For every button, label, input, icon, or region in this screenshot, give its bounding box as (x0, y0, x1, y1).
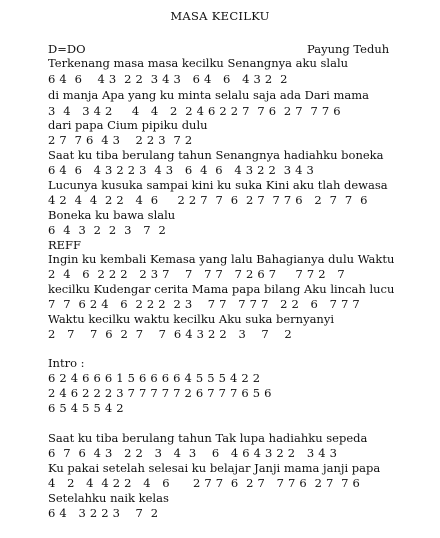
section-label: REFF (48, 238, 82, 252)
lyric-line: Lucunya kusuka sampai kini ku suka Kini aku tlah dewasa (48, 178, 388, 192)
lyric-line: Setelahku naik kelas (48, 491, 169, 505)
lyric-line: Saat ku tiba berulang tahun Tak lupa hadiahku sepeda (48, 431, 368, 445)
notation-line: 3 4 3 4 2 4 4 2 2 4 6 2 2 7 7 6 2 7 7 7 6 (48, 104, 341, 118)
lyric-line: Waktu kecilku waktu kecilku Aku suka bernyanyi (48, 312, 335, 326)
lyric-line: Ku pakai setelah selesai ku belajar Janji mama janji papa (48, 461, 381, 475)
notation-line: 6 5 4 5 5 4 2 (48, 401, 124, 415)
notation-line: 4 2 4 4 2 2 4 6 2 7 7 6 2 7 7 7 6 2 7 7 6 (48, 476, 361, 490)
notation-line: 4 2 4 4 2 2 4 6 2 2 7 7 6 2 7 7 7 6 2 7 7 6 (48, 193, 368, 207)
lyric-line: kecilku Kudengar cerita Mama papa bilang Aku lincah lucu (48, 282, 395, 296)
lyric-line: Ingin ku kembali Kemasa yang lalu Bahagianya dulu Waktu (48, 252, 395, 266)
lyric-line: Saat ku tiba berulang tahun Senangnya hadiahku boneka (48, 148, 384, 162)
blank-line (48, 342, 52, 356)
artist-name: Payung Teduh (307, 42, 390, 56)
lyric-line: dari papa Cium pipiku dulu (48, 118, 208, 132)
lyric-line: di manja Apa yang ku minta selalu saja ada Dari mama (48, 88, 370, 102)
section-label: Intro : (48, 356, 85, 370)
lyric-line: Boneka ku bawa slalu (48, 208, 176, 222)
lyric-line: Terkenang masa masa kecilku Senangnya aku slalu (48, 56, 349, 70)
notation-line: 6 2 4 6 6 6 1 5 6 6 6 6 4 5 5 5 4 2 2 (48, 371, 261, 385)
notation-line: 2 7 7 6 4 3 2 2 3 7 2 (48, 133, 193, 147)
blank-line (48, 416, 52, 430)
notation-line: 2 4 6 2 2 2 2 3 7 7 7 7 7 2 6 7 7 7 2 7 (48, 267, 345, 281)
notation-line: 7 7 6 2 4 6 2 2 2 2 3 7 7 7 7 7 2 2 6 7 7 7 (48, 297, 360, 311)
notation-line: 2 7 7 6 2 7 7 6 4 3 2 2 3 7 2 (48, 327, 292, 341)
notation-line: 6 4 3 2 2 3 7 2 (48, 223, 166, 237)
notation-line: 6 7 6 4 3 2 2 3 4 3 6 4 6 4 3 2 2 3 4 3 (48, 446, 338, 460)
notation-line: 6 4 6 4 3 2 2 3 4 3 6 4 6 4 3 2 2 (48, 72, 288, 86)
key-signature: D=DO (48, 42, 86, 56)
song-title: MASA KECILKU (170, 9, 270, 23)
notation-line: 6 4 6 4 3 2 2 3 4 3 6 4 6 4 3 2 2 3 4 3 (48, 163, 314, 177)
notation-line: 2 4 6 2 2 2 3 7 7 7 7 7 2 6 7 7 7 6 5 6 (48, 386, 272, 400)
notation-line: 6 4 3 2 2 3 7 2 (48, 506, 159, 520)
